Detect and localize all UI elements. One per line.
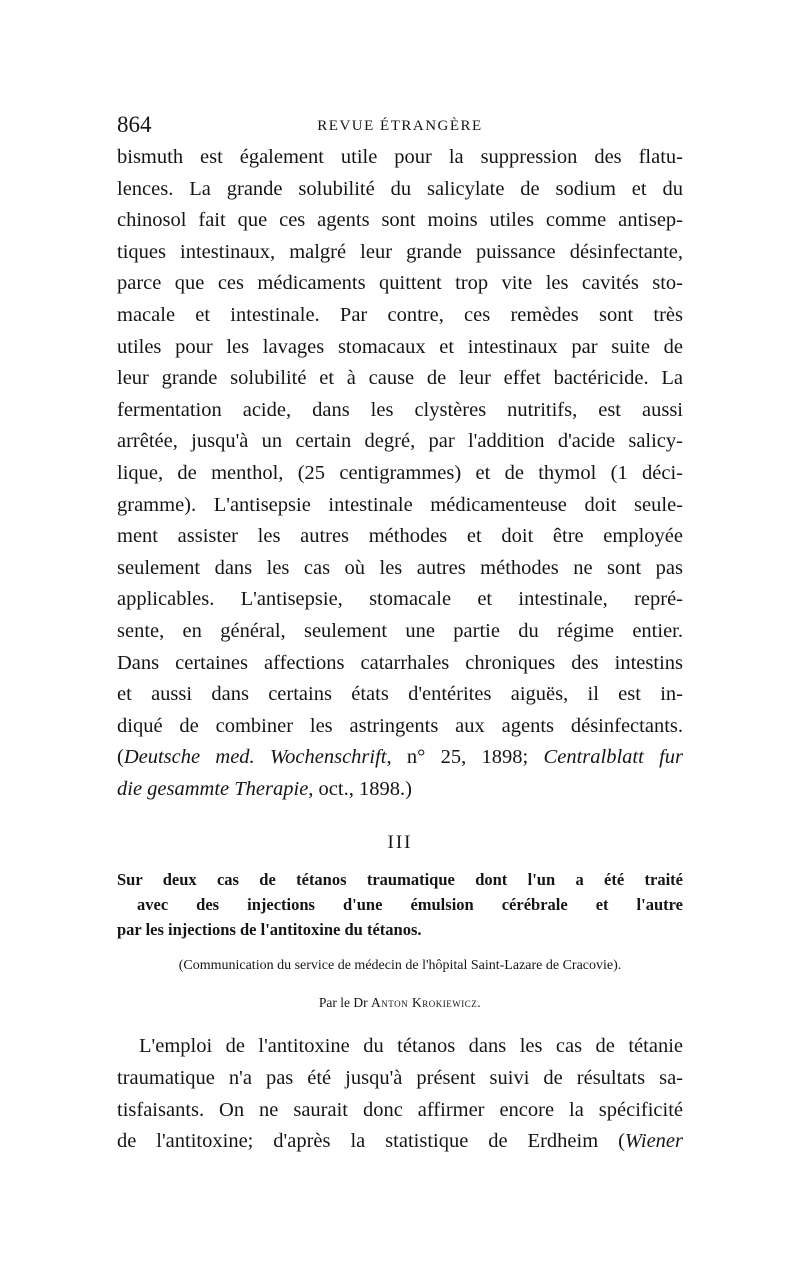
text-line: Dans certaines affections catarrhales chroniques des intestins <box>117 651 683 674</box>
reference-details: , oct., 1898.) <box>308 777 412 800</box>
text-line: bismuth est également utile pour la suppression des flatu- <box>117 146 683 168</box>
journal-title: Wiener <box>624 1130 683 1153</box>
text-line: seulement dans les cas où les autres méthodes ne sont pas <box>117 556 683 579</box>
text-line: L'emploi de l'antitoxine du tétanos dans les cas de tétanie <box>139 1035 683 1058</box>
reference-line <box>117 774 683 806</box>
text-line: traumatique n'a pas été jusqu'à présent suivi de résultats sa- <box>117 1067 683 1090</box>
text-line: parce que ces médicaments quittent trop vite les cavités sto- <box>117 272 683 295</box>
journal-title: Deutsche med. Wochenschrift <box>123 746 387 769</box>
text-line: lences. La grande solubilité du salicylate de sodium et du <box>117 177 683 200</box>
text-line: utiles pour les lavages stomacaux et intestinaux par suite de <box>117 335 683 358</box>
reference-details: , n° 25, 1898; <box>386 746 544 769</box>
communication-note: (Communication du service de médecin de l'hôpital Saint-Lazare de Cracovie). <box>178 958 622 974</box>
document-page <box>117 112 683 1158</box>
author-name: Anton Krokiewicz. <box>371 995 482 1011</box>
text-line: et aussi dans certains états d'entérites aiguës, il est in- <box>117 683 683 706</box>
text-line: chinosol fait que ces agents sont moins utiles comme antisep- <box>117 209 683 232</box>
article-title-line: par les injections de l'antitoxine du tétanos. <box>117 920 422 940</box>
text-fragment: de l'antitoxine; d'après la statistique de Erdheim ( <box>117 1130 625 1153</box>
author-prefix: Par le Dr <box>318 995 368 1011</box>
text-line: ment assister les autres méthodes et doit être employée <box>117 525 683 548</box>
text-line: tisfaisants. On ne saurait donc affirmer encore la spécificité <box>117 1098 683 1121</box>
text-line: leur grande solubilité et à cause de leur effet bactéricide. La <box>117 367 683 390</box>
running-title: REVUE ÉTRANGÈRE <box>317 118 483 134</box>
author-byline <box>117 995 683 1011</box>
text-line <box>117 1126 683 1158</box>
article-title-line: avec des injections d'une émulsion cérébrale et l'autre <box>137 895 683 915</box>
text-line: sente, en général, seulement une partie du régime entier. <box>117 619 683 642</box>
reference-open: ( <box>117 746 124 769</box>
text-line: lique, de menthol, (25 centigrammes) et de thymol (1 déci- <box>117 461 683 484</box>
reference-line <box>117 742 683 774</box>
text-line: arrêtée, jusqu'à un certain degré, par l'addition d'acide salicy- <box>117 430 683 453</box>
text-line: fermentation acide, dans les clystères nutritifs, est aussi <box>117 398 683 421</box>
text-line: gramme). L'antisepsie intestinale médicamenteuse doit seule- <box>117 493 683 516</box>
text-line: tiques intestinaux, malgré leur grande puissance désinfectante, <box>117 240 683 263</box>
text-line: applicables. L'antisepsie, stomacale et intestinale, repré- <box>117 588 683 611</box>
journal-title: die gesammte Therapie <box>117 777 309 800</box>
journal-title: Centralblatt fur <box>543 746 683 769</box>
page-number: 864 <box>117 112 152 137</box>
text-line: macale et intestinale. Par contre, ces remèdes sont très <box>117 303 683 326</box>
section-number: III <box>387 832 413 854</box>
text-line: diqué de combiner les astringents aux agents désinfectants. <box>117 714 683 737</box>
article-title <box>117 867 683 942</box>
running-head <box>117 112 683 142</box>
paragraph-continued <box>117 142 683 805</box>
paragraph-antitoxine <box>117 1031 683 1157</box>
article-title-line: Sur deux cas de tétanos traumatique dont l'un a été traité <box>117 870 683 890</box>
